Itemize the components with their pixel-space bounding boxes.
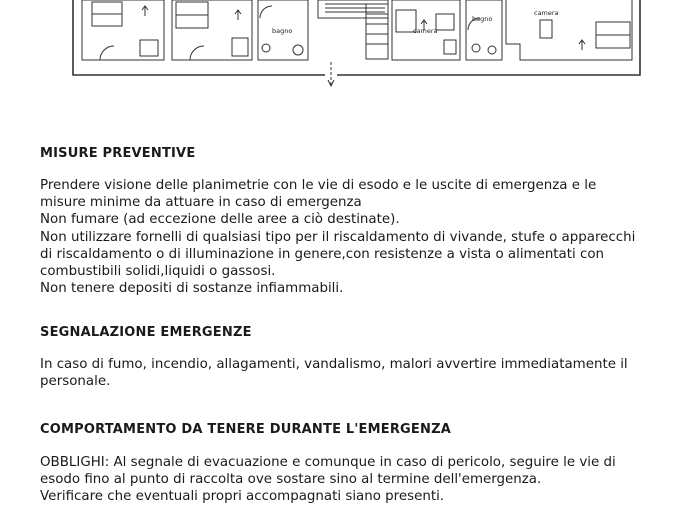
plan-furniture xyxy=(140,40,158,56)
text-line: Non fumare (ad eccezione delle aree a ciò destinate). xyxy=(40,212,400,228)
text-line: Non utilizzare fornelli di qualsiasi tipo per il riscaldamento di vivande, stufe o apparecchi xyxy=(40,229,636,245)
plan-door xyxy=(190,46,204,60)
plan-fixture xyxy=(488,46,496,54)
text-line: In caso di fumo, incendio, allagamenti, vandalismo, malori avvertire immediatamente il xyxy=(40,357,628,372)
text-line: OBBLIGHI: Al segnale di evacuazione e comunque in caso di pericolo, seguire le vie di xyxy=(40,455,616,470)
plan-room xyxy=(82,0,164,60)
plan-furniture xyxy=(444,40,456,54)
plan-fixture xyxy=(472,44,480,52)
plan-fixture xyxy=(262,44,270,52)
section-heading-comportamento: COMPORTAMENTO DA TENERE DURANTE L'EMERGENZA xyxy=(40,422,451,437)
plan-door xyxy=(100,46,114,60)
plan-label-bagno: bagno xyxy=(472,15,493,23)
section-body-segnalazione-emergenze xyxy=(40,356,680,390)
plan-room xyxy=(506,0,632,60)
text-line: Prendere visione delle planimetrie con le vie di esodo e le uscite di emergenza e le xyxy=(40,178,597,193)
text-line: esodo fino al punto di raccolta ove sostare sino al termine dell'emergenza. xyxy=(40,472,542,488)
plan-outer-wall xyxy=(73,0,325,75)
text-line: Verificare che eventuali propri accompagnati siano presenti. xyxy=(40,489,445,505)
plan-label-camera: camera xyxy=(534,9,559,17)
plan-room xyxy=(466,0,502,60)
plan-door xyxy=(260,6,272,18)
plan-outer-wall xyxy=(337,0,640,75)
plan-furniture xyxy=(540,20,552,38)
plan-room xyxy=(172,0,252,60)
plan-furniture xyxy=(232,38,248,56)
text-line: di riscaldamento o di illuminazione in genere,con resistenze a vista o alimentati con xyxy=(40,246,605,262)
plan-furniture xyxy=(436,14,454,30)
section-heading-misure-preventive: MISURE PREVENTIVE xyxy=(40,146,196,161)
plan-stairs xyxy=(318,0,388,18)
plan-label-bagno: bagno xyxy=(272,27,293,35)
plan-label-camera: camera xyxy=(413,27,438,35)
plan-fixture xyxy=(293,45,303,55)
section-body-comportamento xyxy=(40,454,680,506)
text-line: Non tenere depositi di sostanze infiammabili. xyxy=(40,281,344,297)
floor-plan xyxy=(0,0,700,92)
section-body-misure-preventive xyxy=(40,177,680,297)
text-line: personale. xyxy=(40,374,111,390)
section-heading-segnalazione-emergenze: SEGNALAZIONE EMERGENZE xyxy=(40,325,252,340)
text-line: combustibili solidi,liquidi o gassosi. xyxy=(40,264,276,280)
text-line: misure minime da attuare in caso di emergenza xyxy=(40,195,362,211)
